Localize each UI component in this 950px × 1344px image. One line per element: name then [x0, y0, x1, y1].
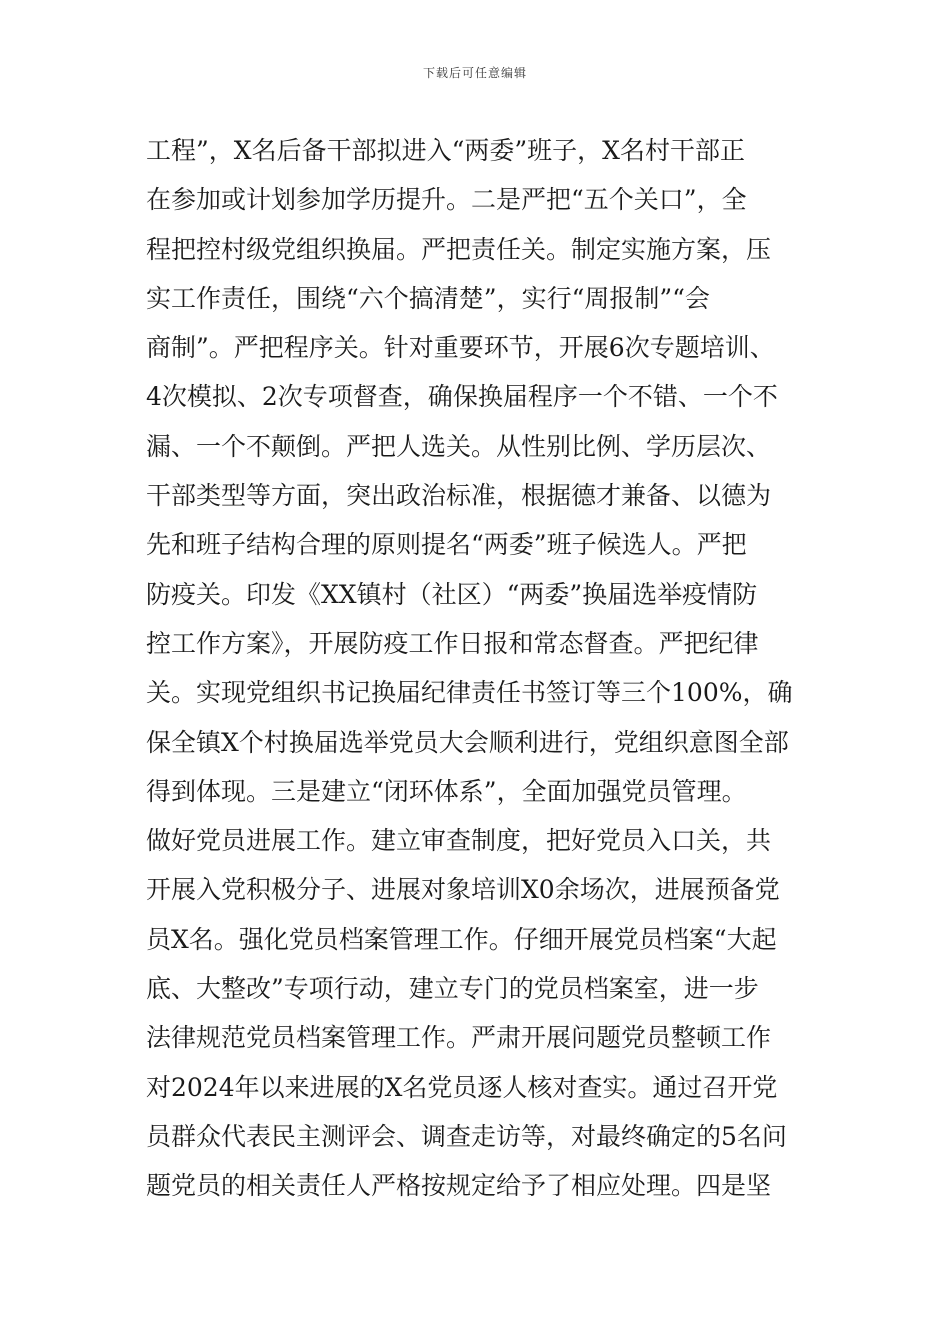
- text-line: 员群众代表民主测评会、调查走访等，对最终确定的5名问: [146, 1121, 787, 1151]
- text-line: 控工作方案》，开展防疫工作日报和常态督查。严把纪律: [146, 628, 759, 658]
- text-line: 保全镇X个村换届选举党员大会顺利进行，党组织意图全部: [146, 727, 789, 757]
- body-paragraph: [146, 126, 816, 1211]
- text-line: 做好党员进展工作。建立审查制度，把好党员入口关，共: [146, 826, 772, 856]
- text-line: 先和班子结构合理的原则提名“两委”班子候选人。严把: [146, 530, 747, 560]
- text-line: 防疫关。印发《XX镇村（社区）“两委”换届选举疫情防: [146, 579, 758, 609]
- text-line: 得到体现。三是建立“闭环体系”，全面加强党员管理。: [146, 776, 747, 806]
- text-line: 在参加或计划参加学历提升。二是严把“五个关口”，全: [146, 185, 747, 215]
- text-line: 开展入党积极分子、进展对象培训X0余场次，进展预备党: [146, 875, 780, 905]
- text-line: 题党员的相关责任人严格按规定给予了相应处理。四是坚: [146, 1171, 772, 1201]
- text-line: 底、大整改”专项行动，建立专门的党员档案室，进一步: [146, 974, 759, 1004]
- text-line: 漏、一个不颠倒。严把人选关。从性别比例、学历层次、: [146, 431, 772, 461]
- text-line: 干部类型等方面，突出政治标准，根据德才兼备、以德为: [146, 481, 772, 511]
- page-header: 下载后可任意编辑: [422, 66, 527, 80]
- text-line: 商制”。严把程序关。针对重要环节，开展6次专题培训、: [146, 333, 775, 363]
- text-line: 工程”，X名后备干部拟进入“两委”班子，X名村干部正: [146, 136, 745, 165]
- text-line: 对2024年以来进展的X名党员逐人核对查实。通过召开党: [146, 1072, 778, 1102]
- text-line: 关。实现党组织书记换届纪律责任书签订等三个100%，确: [146, 678, 793, 708]
- text-line: 员X名。强化党员档案管理工作。仔细开展党员档案“大起: [146, 924, 777, 954]
- text-line: 程把控村级党组织换届。严把责任关。制定实施方案，压: [146, 234, 772, 264]
- text-line: 4次模拟、2次专项督查，确保换届程序一个不错、一个不: [146, 382, 778, 412]
- text-line: 法律规范党员档案管理工作。严肃开展问题党员整顿工作: [146, 1023, 772, 1053]
- text-line: 实工作责任，围绕“六个搞清楚”，实行“周报制”“会: [146, 283, 710, 313]
